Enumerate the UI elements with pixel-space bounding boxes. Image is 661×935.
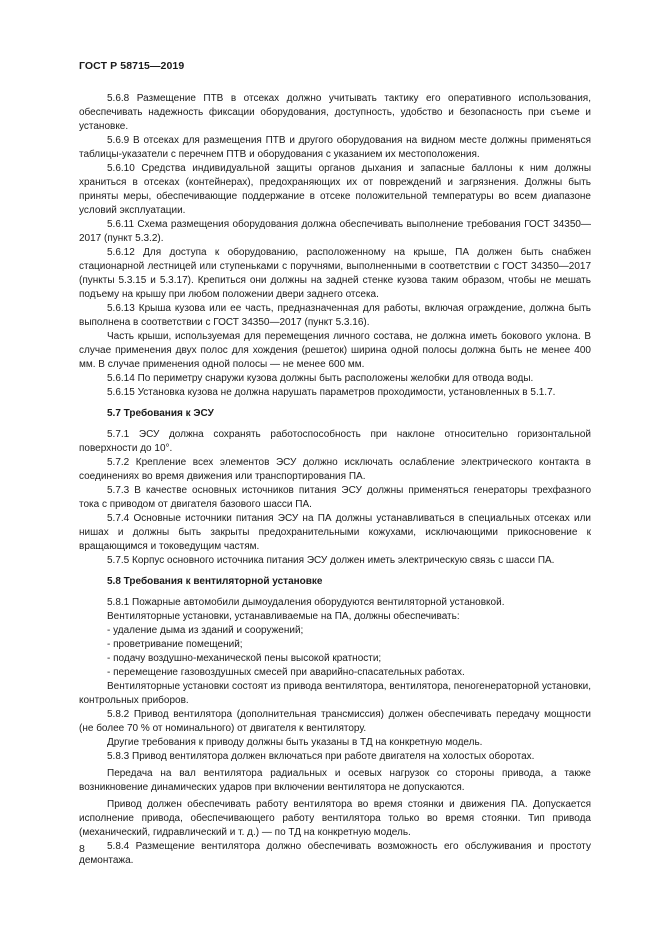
clause-5-8-3-drive: Привод должен обеспечивать работу вентилятора во время стоянки и движения ПА. Допускается исполнение привода, обеспечивающего работу вентилятора только во время стоянки. Тип привода (механический, гидравлический и т. д.) — по ТД на конкретную модель. <box>79 799 591 838</box>
clause-5-8-2: 5.8.2 Привод вентилятора (дополнительная трансмиссия) должен обеспечивать передачу мощности (не более 70 % от номинального) от двигателя к вентилятору. <box>79 709 591 734</box>
page-body <box>79 92 591 868</box>
clause-5-6-13-roof: Часть крыши, используемая для перемещения личного состава, не должна иметь бокового уклона. В случае применения двух полос для хождения (решеток) ширина одной полосы должна быть не менее 400 мм. В случае применения одной полосы — не менее 600 мм. <box>79 331 591 370</box>
list-item: - перемещение газовоздушных смесей при аварийно-спасательных работах. <box>107 667 465 678</box>
document-header: ГОСТ Р 58715—2019 <box>79 60 185 72</box>
clause-5-7-2: 5.7.2 Крепление всех элементов ЭСУ должно исключать ослабление электрического контакта в соединениях во время движения или транспортирования ПА. <box>79 457 591 482</box>
page-number: 8 <box>79 843 85 855</box>
clause-5-6-12: 5.6.12 Для доступа к оборудованию, расположенному на крыше, ПА должен быть снабжен стационарной лестницей или ступеньками с поручнями, выполненными в соответствии с ГОСТ 34350—2017 (пункты 5.3.15 и 5.3.17). Крепиться они должны на задней стенке кузова таким образом, чтобы не мешать подъему на крышу при любом положении двери заднего отсека. <box>79 247 591 300</box>
clause-5-7-5: 5.7.5 Корпус основного источника питания ЭСУ должен иметь электрическую связь с шасси ПА. <box>107 555 555 566</box>
list-item: - подачу воздушно-механической пены высокой кратности; <box>107 653 382 664</box>
clause-5-8-1-intro: Вентиляторные установки, устанавливаемые на ПА, должны обеспечивать: <box>107 611 460 622</box>
clause-5-6-13: 5.6.13 Крыша кузова или ее часть, предназначенная для работы, включая ограждение, должна быть выполнена в соответствии с ГОСТ 34350—2017 (пункт 5.3.16). <box>79 303 591 328</box>
clause-5-8-1: 5.8.1 Пожарные автомобили дымоудаления оборудуются вентиляторной установкой. <box>107 597 505 608</box>
clause-5-8-3-loads: Передача на вал вентилятора радиальных и осевых нагрузок со стороны привода, а также возникновение динамических ударов при включении вентилятора не допускаются. <box>79 768 591 793</box>
clause-5-7-4: 5.7.4 Основные источники питания ЭСУ на ПА должны устанавливаться в специальных отсеках или нишах и должны быть закрыты предохранительными кожухами, исключающими прикосновение к вращающимся и токоведущим частям. <box>79 513 591 552</box>
list-item: - удаление дыма из зданий и сооружений; <box>107 625 304 636</box>
clause-5-7-1: 5.7.1 ЭСУ должна сохранять работоспособность при наклоне относительно горизонтальной поверхности до 10°. <box>79 429 591 454</box>
clause-5-6-8: 5.6.8 Размещение ПТВ в отсеках должно учитывать тактику его оперативного использования, обеспечивать надежность фиксации оборудования, доступность, удобство и безопасность при съеме и установке. <box>79 93 591 132</box>
clause-5-8-2-other: Другие требования к приводу должны быть указаны в ТД на конкретную модель. <box>107 737 483 748</box>
clause-5-7-3: 5.7.3 В качестве основных источников питания ЭСУ должны применяться генераторы трехфазного тока с приводом от двигателя базового шасси ПА. <box>79 485 591 510</box>
clause-5-8-1-composition: Вентиляторные установки состоят из привода вентилятора, вентилятора, пеногенераторной установки, контрольных приборов. <box>79 681 591 706</box>
clause-5-8-3: 5.8.3 Привод вентилятора должен включаться при работе двигателя на холостых оборотах. <box>107 751 535 762</box>
clause-5-6-10: 5.6.10 Средства индивидуальной защиты органов дыхания и запасные баллоны к ним должны храниться в отсеках (контейнерах), предохраняющих их от повреждений и загрязнения. Должны быть приняты меры, обеспечивающие поддержание в отсеке положительной температуры во всем диапазоне условий эксплуатации. <box>79 163 591 216</box>
clause-5-6-11: 5.6.11 Схема размещения оборудования должна обеспечивать выполнение требования ГОСТ 34350—2017 (пункт 5.3.2). <box>79 219 591 244</box>
list-item: - проветривание помещений; <box>107 639 243 650</box>
clause-5-6-14: 5.6.14 По периметру снаружи кузова должны быть расположены желобки для отвода воды. <box>107 373 534 384</box>
section-heading-5-7: 5.7 Требования к ЭСУ <box>107 408 214 419</box>
section-heading-5-8: 5.8 Требования к вентиляторной установке <box>107 576 323 587</box>
clause-5-8-4: 5.8.4 Размещение вентилятора должно обеспечивать возможность его обслуживания и простоту демонтажа. <box>79 841 591 866</box>
clause-5-6-15: 5.6.15 Установка кузова не должна нарушать параметров проходимости, установленных в 5.1.7. <box>107 387 556 398</box>
clause-5-6-9: 5.6.9 В отсеках для размещения ПТВ и другого оборудования на видном месте должны применяться таблицы-указатели с перечнем ПТВ и оборудования с указанием их местоположения. <box>79 135 591 160</box>
